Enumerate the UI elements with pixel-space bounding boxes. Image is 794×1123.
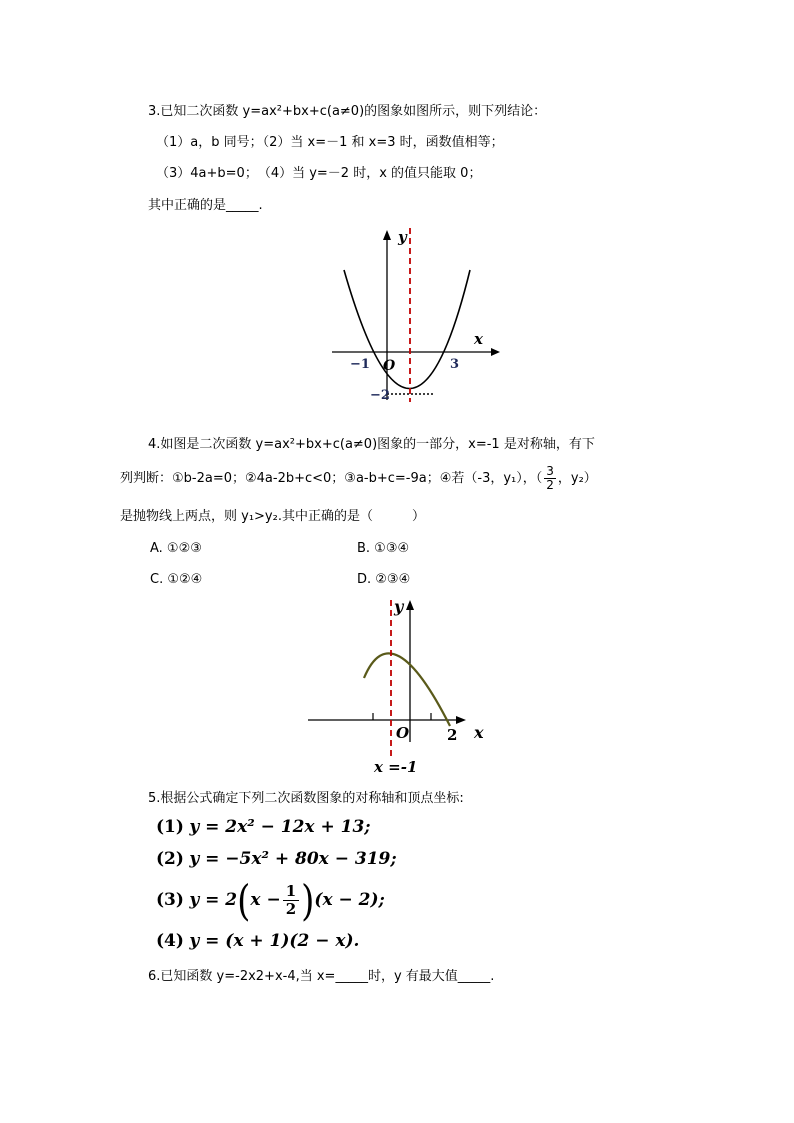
q4-origin-label: O [396, 724, 410, 742]
q5-f3-label: (3) [156, 890, 184, 910]
q5-f1: y = 2x² − 12x + 13; [189, 817, 371, 837]
q3-tick-minus1: −1 [350, 357, 370, 372]
q3-y-arrow [383, 230, 391, 240]
q3-tick-3: 3 [450, 357, 460, 372]
q4-axis-label: x =-1 [374, 758, 418, 776]
q3-origin-label: O [383, 358, 396, 374]
q6-text: 6.已知函数 y=-2x2+x-4,当 x=_____时，y 有最大值_____. [148, 969, 495, 984]
q4-parabola [364, 653, 450, 726]
q5-formula-1 [156, 817, 371, 837]
q3-line3: 其中正确的是_____. [148, 198, 263, 213]
q5-f2: y = −5x² + 80x − 319; [189, 849, 397, 869]
q4-line1-a: 列判断：①b-2a=0；②4a-2b+c<0；③a-b+c=-9a；④若（-3，y₁），（ [120, 471, 543, 486]
q4-frac-den: 2 [546, 478, 554, 492]
q4-option-b[interactable]: B. ①③④ [357, 541, 410, 556]
q4-title: 4.如图是二次函数 y=ax²+bx+c(a≠0)图象的一部分，x=-1 是对称轴，有下 [148, 437, 595, 452]
q3-y-label: y [398, 228, 407, 246]
q4-x-label: x [474, 723, 484, 742]
q3-tick-minus2: −2 [370, 388, 390, 403]
q4-option-c[interactable]: C. ①②④ [150, 572, 203, 587]
q4-tick-2: 2 [447, 726, 458, 744]
q5-f3-c: (x − 2); [314, 890, 385, 910]
q5-formula-4 [156, 931, 359, 951]
q5-f4: y = (x + 1)(2 − x). [189, 931, 360, 951]
q3-title: 3.已知二次函数 y=ax²+bx+c(a≠0)的图象如图所示，则下列结论： [148, 104, 547, 119]
q3-graph [320, 222, 510, 407]
q4-x-arrow [456, 716, 466, 724]
q3-x-arrow [491, 348, 500, 356]
q5-formula-2 [156, 849, 397, 869]
q5-f3-a: y = 2 [189, 890, 238, 910]
q5-f3-b: x − [250, 890, 281, 910]
q5-f3-num: 1 [283, 883, 299, 901]
q3-x-label: x [474, 330, 483, 348]
q4-line1 [120, 465, 597, 492]
q5-formula-3: (3) y = 2(x − $\frac{1}{2}$ )(x − 2); [156, 875, 385, 926]
q4-frac-num: 3 [546, 464, 554, 478]
q4-option-a[interactable]: A. ①②③ [150, 541, 202, 556]
q5-f1-label: (1) [156, 817, 184, 837]
q4-fraction [544, 465, 556, 492]
q4-graph [300, 596, 500, 780]
q4-y-label: y [394, 597, 404, 616]
q5-f3-den: 2 [285, 900, 297, 918]
q5-f2-label: (2) [156, 849, 184, 869]
q3-line2: （3）4a+b=0； （4）当 y=－2 时，x 的值只能取 0； [156, 166, 482, 181]
q5-f4-label: (4) [156, 931, 184, 951]
q4-option-d[interactable]: D. ②③④ [357, 572, 411, 587]
q3-line1: （1）a，b 同号；（2）当 x=－1 和 x=3 时，函数值相等； [156, 135, 504, 150]
q4-y-arrow [406, 600, 414, 610]
q4-line2: 是抛物线上两点，则 y₁>y₂.其中正确的是（ ） [120, 509, 425, 524]
q5-f3-fraction [283, 883, 299, 918]
q5-title: 5.根据公式确定下列二次函数图象的对称轴和顶点坐标: [148, 791, 464, 806]
q4-line1-b: ，y₂） [557, 471, 597, 486]
